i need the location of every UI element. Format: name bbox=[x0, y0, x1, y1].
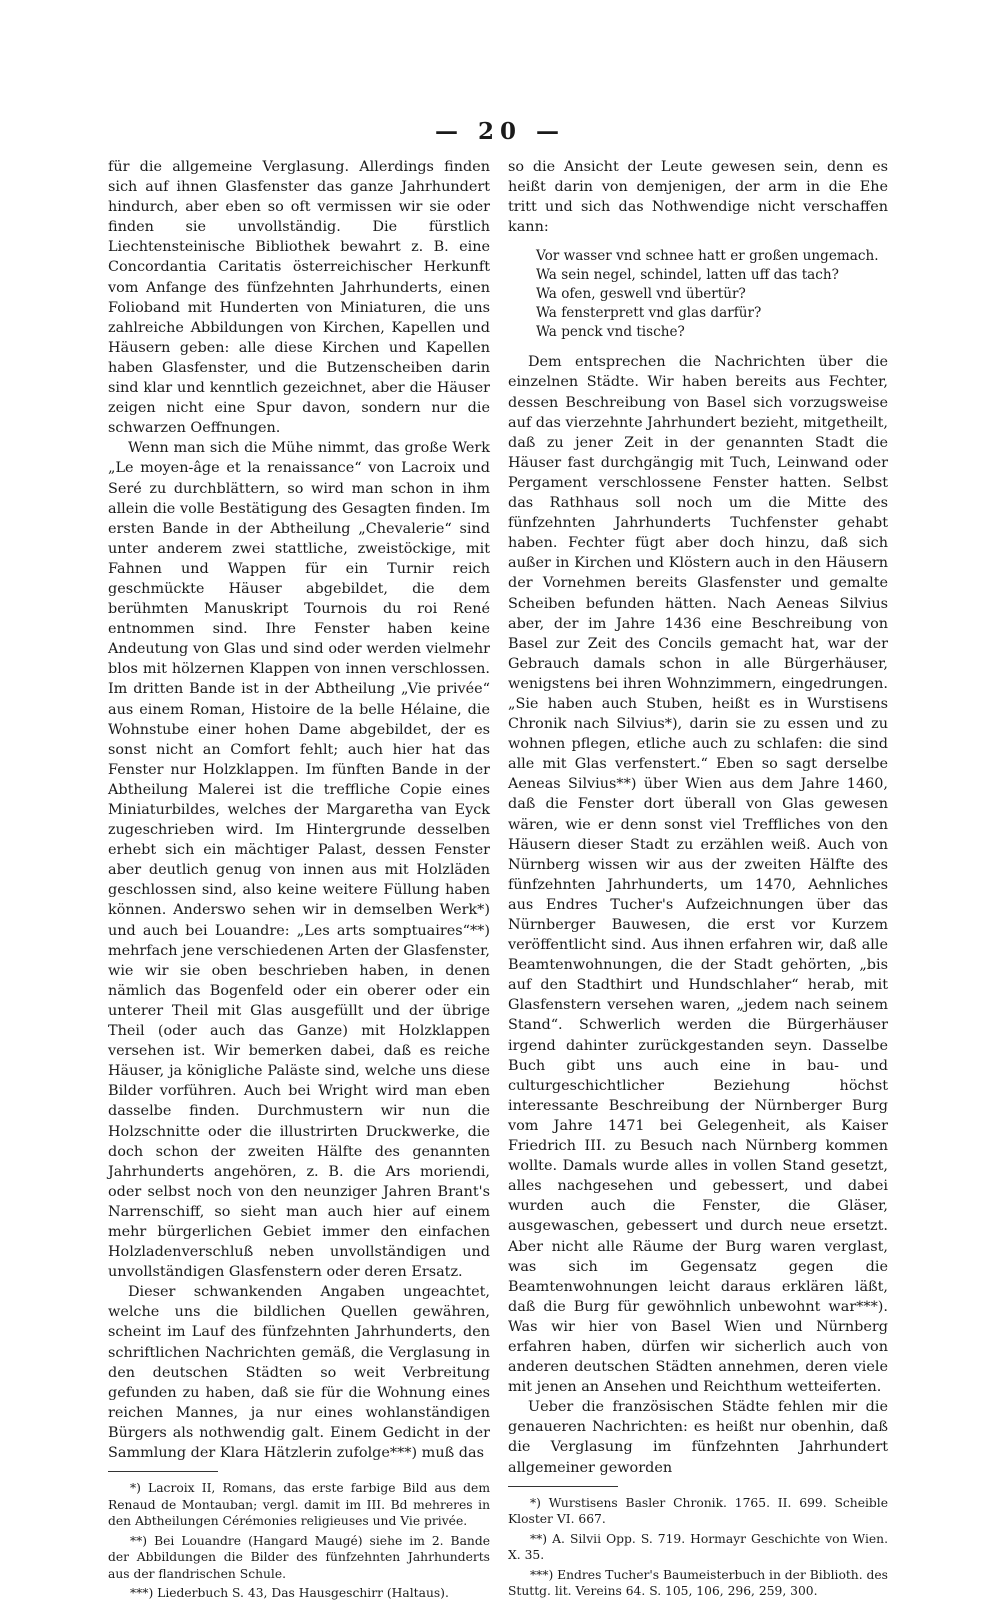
left-footnote-3: ***) Liederbuch S. 43, Das Hausgeschirr (Haltaus). bbox=[130, 1586, 449, 1601]
page-number: — 20 — bbox=[434, 118, 566, 145]
footnote-divider bbox=[108, 1471, 218, 1472]
right-paragraph-2: Ueber die französischen Städte fehlen mir die genaueren Nachrichten: es heißt nur obenhin, daß die Verglasung im fünfzehnten Jahrhundert allgemeiner geworden bbox=[508, 1399, 888, 1476]
right-paragraph-1: Dem entsprechen die Nachrichten über die einzelnen Städte. Wir haben bereits aus Fechter, dessen Beschreibung von Basel sich vorzugsweise auf das vierzehnte Jahrhundert bezieht, mitgetheilt, daß zu jener Zeit in der genannten Stadt die Häuser fast durchgängig mit Tuch, Leinwand oder Pergament verschlossene Fenster hatten. Selbst das Rathhaus soll noch um die Mitte des fünfzehnten Jahrhunderts Tuchfenster gehabt haben. Fechter fügt aber doch hinzu, daß sich außer in Kirchen und Klöstern auch in den Häusern der Vornehmen bereits Glasfenster und gemalte Scheiben befunden hätten. Nach Aeneas Silvius aber, der im Jahre 1436 eine Beschreibung von Basel zur Zeit des Concils gemacht hat, war der Gebrauch damals schon in alle Bürgerhäuser, wenigstens bei ihren Wohnzimmern, eingedrungen. „Sie haben auch Stuben, heißt es in Wurstisens Chronik nach Silvius*), darin sie zu essen und zu wohnen pflegen, etliche auch zu schlafen: die sind alle mit Glas verfenstert.“ Eben so sagt derselbe Aeneas Silvius**) über Wien aus dem Jahre 1460, daß die Fenster dort überall von Glas gewesen wären, wie er denn sonst viel Treffliches von den Häusern dieser Stadt zu erzählen weiß. Auch von Nürnberg wissen wir aus der zweiten Hälfte des fünfzehnten Jahrhunderts, um 1470, Aehnliches aus Endres Tucher's Aufzeichnungen über das Nürnberger Bauwesen, die erst vor Kurzem veröffentlicht sind. Aus ihnen erfahren wir, daß alle Beamtenwohnungen, die der Stadt gehörten, „bis auf den Stadthirt und Hundschlaher“ herab, mit Glasfenstern versehen waren, „jedem nach seinem Stand“. Schwerlich werden die Bürgerhäuser irgend dahinter zurückgestanden seyn. Dasselbe Buch gibt uns auch eine in bau- und culturgeschichtlicher Beziehung höchst interessante Beschreibung der Nürnberger Burg vom Jahre 1471 bei Gelegenheit, als Kaiser Friedrich III. zu Besuch nach Nürnberg kommen wollte. Damals wurde alles in vollen Stand gesetzt, alles nachgesehen und gebessert, und dabei wurden auch die Fenster, die Gläser, ausgewaschen, gebessert und durch neue ersetzt. Aber nicht alle Räume der Burg waren verglast, was sich im Gegensatz gegen die Beamtenwohnungen leicht daraus erklären läßt, daß die Burg für gewöhnlich unbewohnt war***). Was wir hier von Basel Wien und Nürnberg erfahren haben, dürfen wir sicherlich auch von anderen deutschen Städten annehmen, deren viele mit jenen an Ansehen und Reichthum wetteiferten. bbox=[508, 354, 888, 1396]
right-footnote-2: **) A. Silvii Opp. S. 719. Hormayr Geschichte von Wien. X. 35. bbox=[508, 1531, 888, 1563]
left-footnotes bbox=[108, 1480, 490, 1602]
footnote-divider bbox=[508, 1486, 618, 1487]
poem-line: Vor wasser vnd schnee hatt er großen ungemach. bbox=[536, 248, 879, 265]
right-intro: so die Ansicht der Leute gewesen sein, denn es heißt darin von demjenigen, der arm in die Ehe tritt und sich das Nothwendige nicht verschaffen kann: bbox=[508, 159, 888, 236]
right-footnotes bbox=[508, 1495, 888, 1600]
left-column bbox=[108, 157, 490, 1605]
poem-line: Wa ofen, geswell vnd übertür? bbox=[536, 286, 746, 303]
left-paragraph-1: für die allgemeine Verglasung. Allerdings finden sich auf ihnen Glasfenster das ganze Jahrhundert hindurch, aber eben so oft vermissen wir sie oder finden sie unvollständig. Die fürstlich Liechtensteinische Bibliothek bewahrt z. B. eine Concordantia Caritatis österreichischer Herkunft vom Anfange des fünfzehnten Jahrhunderts, einen Folioband mit Hunderten von Miniaturen, die uns zahlreiche Abbildungen von Kirchen, Kapellen und Häusern geben: alle diese Kirchen und Kapellen haben Glasfenster, und die Butzenscheiben darin sind klar und kenntlich gezeichnet, aber die Häuser zeigen nicht eine Spur davon, sondern nur die schwarzen Oeffnungen. bbox=[108, 159, 490, 437]
right-footnote-1: *) Wurstisens Basler Chronik. 1765. II. 699. Scheible Kloster VI. 667. bbox=[508, 1495, 888, 1527]
poem-quote bbox=[536, 247, 888, 342]
right-footnote-3: ***) Endres Tucher's Baumeisterbuch in der Biblioth. des Stuttg. lit. Vereins 64. S. 105, 106, 296, 259, 300. bbox=[508, 1567, 888, 1599]
poem-line: Wa fensterprett vnd glas darfür? bbox=[536, 305, 762, 322]
left-paragraph-2: Wenn man sich die Mühe nimmt, das große Werk „Le moyen-âge et la renaissance“ von Lacroix und Seré zu durchblättern, so wird man schon in ihm allein die volle Bestätigung des Gesagten finden. Im ersten Bande in der Abtheilung „Chevalerie“ sind unter anderem zwei stattliche, zweistöckige, mit Fahnen und Wappen für ein Turnir reich geschmückte Häuser abgebildet, die dem berühmten Manuskript Tournois du roi René entnommen sind. Ihre Fenster haben keine Andeutung von Glas und sind oder werden vielmehr blos mit hölzernen Klappen von innen verschlossen. Im dritten Bande ist in der Abtheilung „Vie privée“ aus einem Roman, Histoire de la belle Hélaine, die Wohnstube einer hohen Dame abgebildet, der es sonst nicht an Comfort fehlt; auch hier hat das Fenster nur Holzklappen. Im fünften Bande in der Abtheilung Malerei ist die treffliche Copie eines Miniaturbildes, welches der Margaretha van Eyck zugeschrieben wird. Im Hintergrunde desselben erhebt sich ein mächtiger Palast, dessen Fenster aber deutlich genug von innen aus mit Holzläden geschlossen sind, also keine weitere Füllung haben können. Anderswo sehen wir in demselben Werk*) und auch bei Louandre: „Les arts somptuaires“**) mehrfach jene verschiedenen Arten der Glasfenster, wie wir sie oben beschrieben haben, in denen nämlich das Bogenfeld oder ein oberer oder ein unterer Theil mit Glas ausgefüllt und der übrige Theil (oder auch das Ganze) mit Holzklappen versehen ist. Wir bemerken dabei, daß es reiche Häuser, ja königliche Paläste sind, welche uns diese Bilder vorführen. Auch bei Wright wird man eben dasselbe finden. Durchmustern wir nun die Holzschnitte oder die illustrirten Druckwerke, die doch schon der zweiten Hälfte des genannten Jahrhunderts angehören, z. B. die Ars moriendi, oder selbst noch von den neunziger Jahren Brant's Narrenschiff, so sieht man auch hier auf einem mehr bürgerlichen Gebiet immer den einfachen Holzladenverschluß neben unvollständigen und unvollständigen Glasfenstern oder deren Ersatz. bbox=[108, 440, 490, 1281]
left-footnote-1: *) Lacroix II, Romans, das erste farbige Bild aus dem Renaud de Montauban; vergl. damit im III. Bd mehreres in den Abtheilungen Cérémonies religieuses und Vie privée. bbox=[108, 1481, 490, 1529]
poem-line: Wa sein negel, schindel, latten uff das tach? bbox=[536, 267, 839, 284]
left-footnote-2: **) Bei Louandre (Hangard Maugé) siehe im 2. Bande der Abbildungen die Bilder des fünfzehnten Jahrhunderts aus der flandrischen Schule. bbox=[108, 1533, 490, 1581]
poem-line: Wa penck vnd tische? bbox=[536, 324, 685, 341]
left-paragraph-3: Dieser schwankenden Angaben ungeachtet, welche uns die bildlichen Quellen gewähren, scheint im Lauf des fünfzehnten Jahrhunderts, den schriftlichen Nachrichten gemäß, die Verglasung in den deutschen Städten so weit Verbreitung gefunden zu haben, daß sie für die Wohnung eines reichen Mannes, ja nur eines wohlanständigen Bürgers als nothwendig galt. Einem Gedicht in der Sammlung der Klara Hätzlerin zufolge***) muß das bbox=[108, 1284, 490, 1461]
right-column bbox=[508, 157, 888, 1603]
